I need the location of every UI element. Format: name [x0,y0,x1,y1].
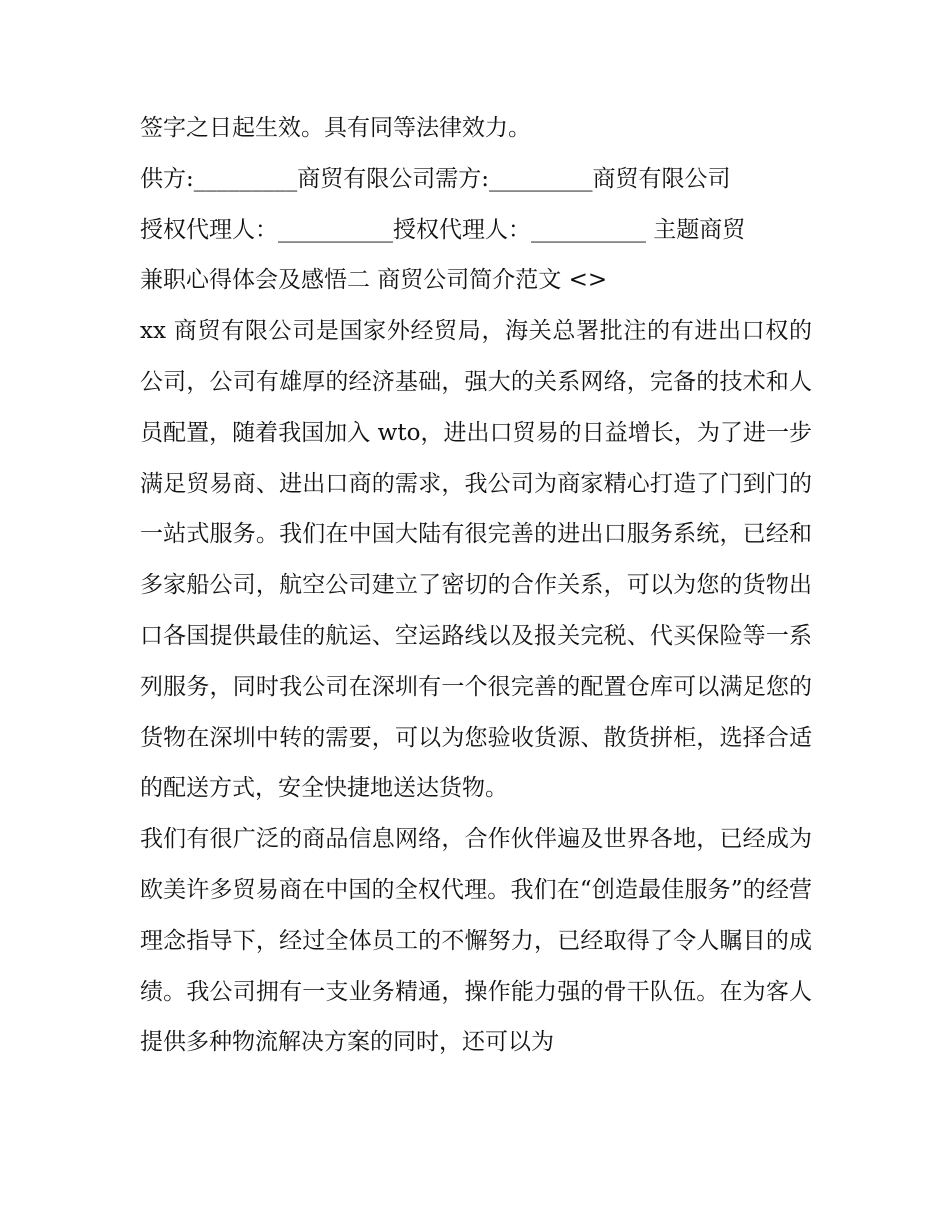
paragraph-section-heading: 兼职心得体会及感悟二 商贸公司简介范文 <> [140,267,608,294]
paragraph-supplier-buyer: 供方:_________商贸有限公司需方:_________商贸有限公司 [140,165,731,192]
paragraph-effective-clause: 签字之日起生效。具有同等法律效力。 [140,115,531,141]
paragraph-authorized-agents: 授权代理人：__________授权代理人：__________ 主题商贸 [140,216,746,243]
paragraph-company-intro: xx 商贸有限公司是国家外经贸局，海关总署批注的有进出口权的公司，公司有雄厚的经济基础，强大的关系网络，完备的技术和人员配置，随着我国加入 wto，进出口贸易的日益增长，为了进一步满足贸易商、进出口商的需求，我公司为商家精心打造了门到门的一站式服务。我们在中国大陆有很完善的进出口服务系统，已经和多家船公司，航空公司建立了密切的合作关系，可以为您的货物出口各国提供最佳的航运、空运路线以及报关完税、代买保险等一系列服务，同时我公司在深圳有一个很完善的配置仓库可以满足您的货物在深圳中转的需要，可以为您验收货源、散货拼柜，选择合适的配送方式，安全快捷地送达货物。 [140,318,812,802]
document-body [140,103,812,1068]
paragraph-company-network: 我们有很广泛的商品信息网络，合作伙伴遍及世界各地，已经成为欧美许多贸易商在中国的全权代理。我们在“创造最佳服务”的经营理念指导下，经过全体员工的不懈努力，已经取得了令人瞩目的成绩。我公司拥有一支业务精通，操作能力强的骨干队伍。在为客人提供多种物流解决方案的同时，还可以为 [140,826,812,1056]
